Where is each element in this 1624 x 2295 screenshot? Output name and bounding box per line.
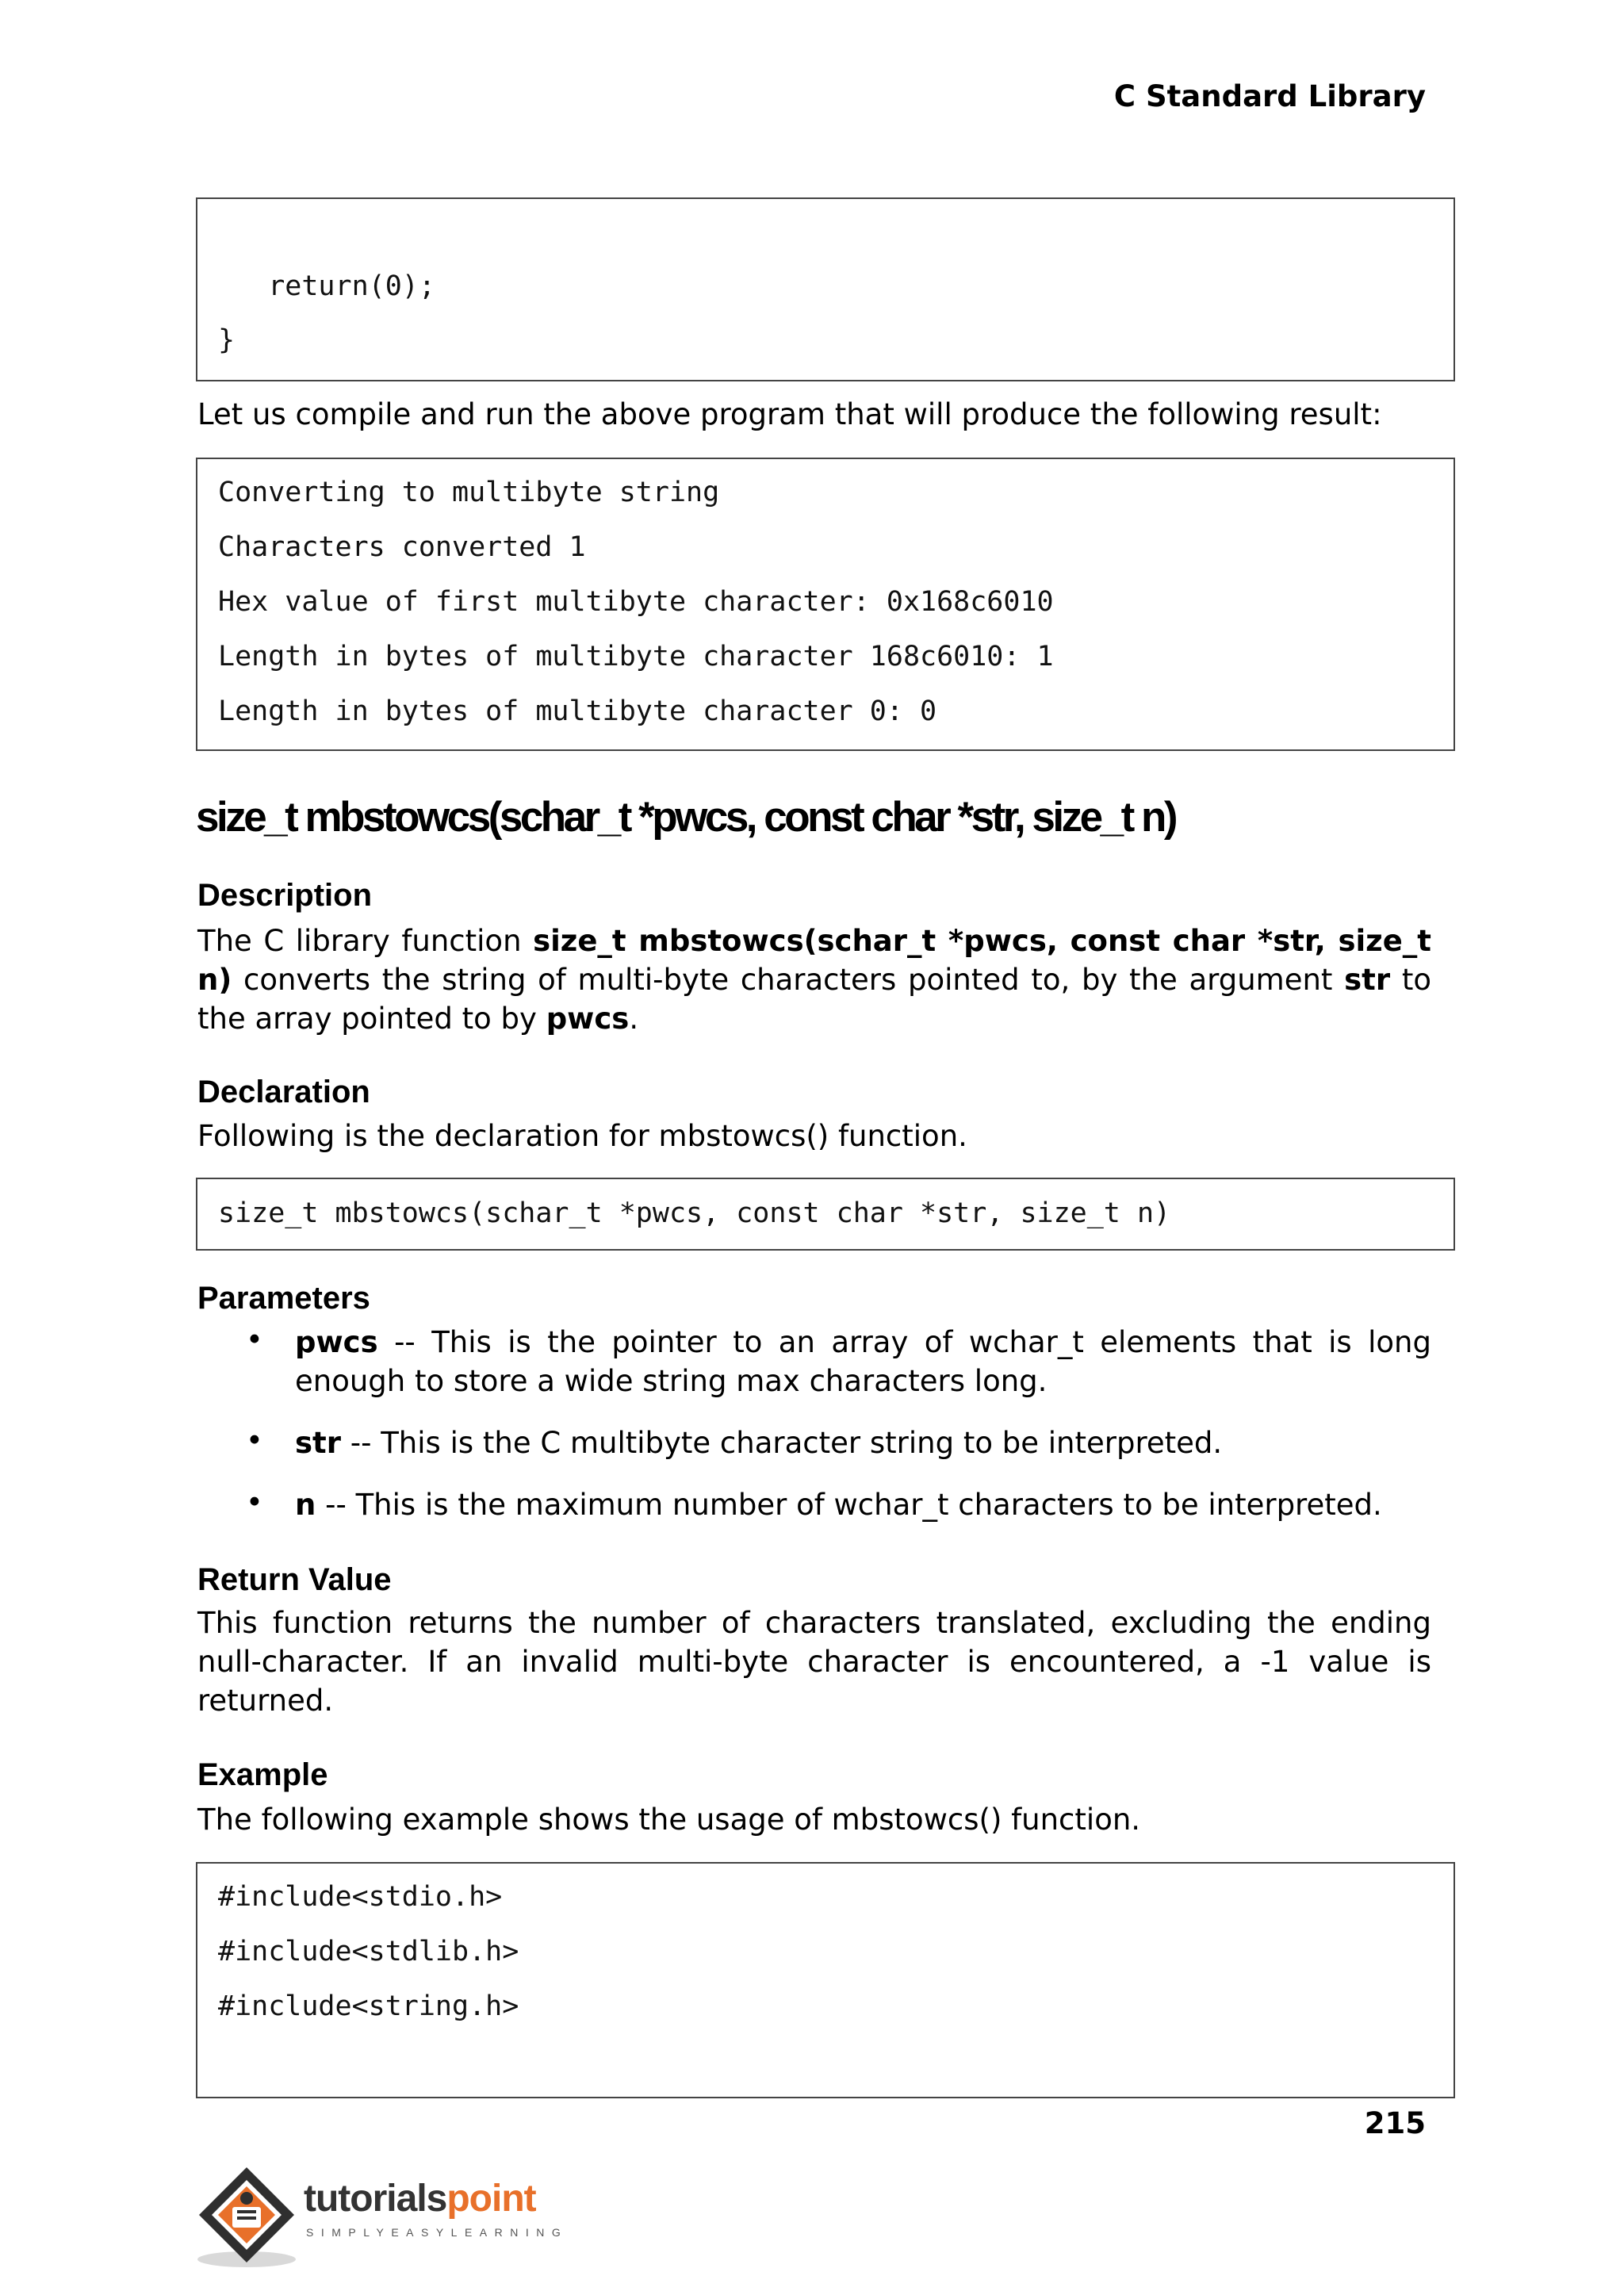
logo-wordmark: tutorialspoint [304,2178,536,2220]
logo-tagline: SIMPLYEASYLEARNING [306,2226,569,2239]
param-ref-pwcs: pwcs [546,1002,630,1036]
output-line: Length in bytes of multibyte character 168c6010: 1 [218,641,1054,672]
return-value-text: This function returns the number of characters translated, excluding the ending null-character. If an invalid multi-byte character is encountered, a -1 value is returned. [197,1606,1431,1718]
section-title: size_t mbstowcs(schar_t *pwcs, const char *str, size_t n) [196,794,1175,841]
code-line: #include<stdlib.h> [218,1936,519,1967]
code-line: } [218,324,236,356]
page-number: 215 [1364,2106,1426,2140]
parameter-item: str -- This is the C multibyte character string to be interpreted. [295,1426,1223,1460]
declaration-text: Following is the declaration for mbstowcs() function. [197,1119,967,1153]
function-signature: size_t mbstowcs(schar_t *pwcs, const char *str, size_t n) [197,924,1431,997]
output-line: Converting to multibyte string [218,477,720,508]
output-block [196,458,1455,751]
bullet-icon: • [246,1485,263,1519]
description-heading: Description [197,878,373,913]
example-heading: Example [197,1757,328,1792]
description-text: The C library function size_t mbstowcs(schar_t *pwcs, const char *str, size_t n) converts the string of multi-byte characters pointed to, by the argument str to the array pointed to by pwcs. [197,924,1431,1036]
param-ref-str: str [1344,963,1391,997]
example-code-block [196,1862,1455,2098]
output-line: Hex value of first multibyte character: 0x168c6010 [218,586,1054,618]
declaration-code-block [196,1178,1455,1251]
parameters-heading: Parameters [197,1281,370,1316]
return-value-heading: Return Value [197,1562,392,1597]
example-text: The following example shows the usage of mbstowcs() function. [197,1803,1141,1837]
output-line: Characters converted 1 [218,531,586,563]
code-line: #include<string.h> [218,1990,519,2022]
parameter-item: n -- This is the maximum number of wchar_t characters to be interpreted. [295,1488,1382,1522]
code-line: #include<stdio.h> [218,1881,503,1913]
tutorialspoint-logo [193,2161,573,2280]
code-line: return(0); [218,270,435,302]
declaration-heading: Declaration [197,1075,370,1109]
bullet-icon: • [246,1323,263,1357]
running-header: C Standard Library [1113,79,1426,113]
parameter-item: pwcs -- This is the pointer to an array of wchar_t elements that is long enough to store a wide string max characters long. [295,1325,1431,1398]
bullet-icon: • [246,1423,263,1458]
result-intro: Let us compile and run the above program that will produce the following result: [197,397,1382,431]
logo-emblem-icon [193,2161,304,2280]
declaration-code: size_t mbstowcs(schar_t *pwcs, const char *str, size_t n) [218,1197,1171,1229]
output-line: Length in bytes of multibyte character 0: 0 [218,695,937,727]
code-block-continuation [196,197,1455,381]
